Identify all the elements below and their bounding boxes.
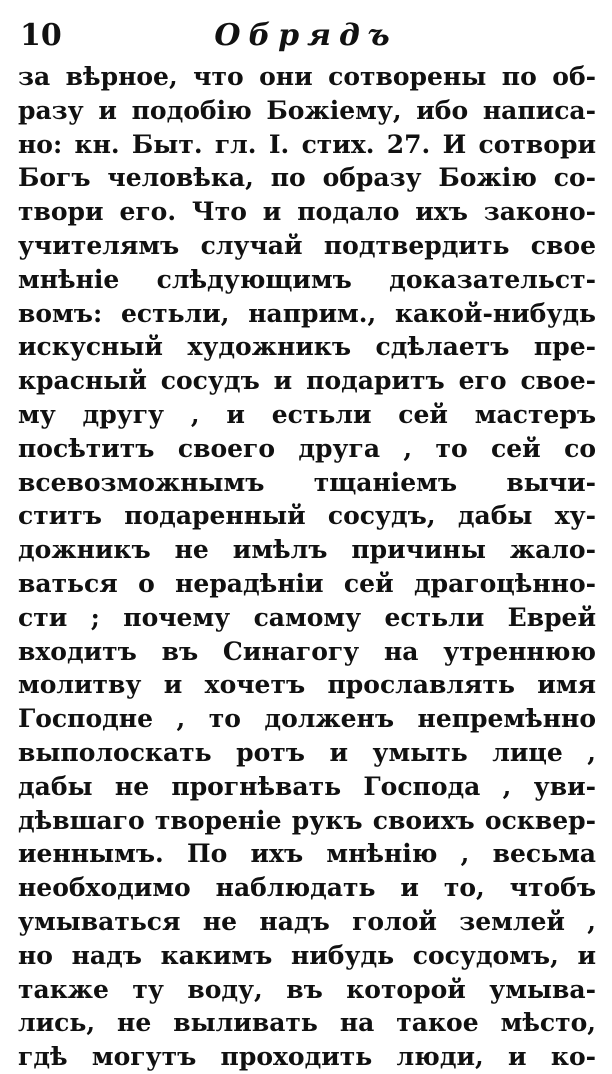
text-line: гдѣ могутъ проходить люди, и ко- bbox=[18, 1042, 596, 1072]
text-line: ститъ подаренный сосудъ, дабы ху- bbox=[18, 501, 596, 531]
text-line: лись, не выливать на такое мѣсто, bbox=[18, 1008, 596, 1038]
body-text bbox=[18, 60, 596, 1074]
page-header bbox=[0, 6, 612, 56]
text-line: му другу , и естьли сей мастеръ bbox=[18, 399, 596, 429]
text-line: красный сосудъ и подаритъ его свое- bbox=[18, 366, 596, 396]
text-line: но: кн. Быт. гл. I. стих. 27. И сотвори bbox=[18, 129, 596, 159]
text-line: но надъ какимъ нибудь сосудомъ, и bbox=[18, 940, 596, 970]
text-line: дабы не прогнѣвать Господа , уви- bbox=[18, 771, 596, 801]
text-line: сти ; почему самому естьли Еврей bbox=[18, 602, 596, 632]
text-line: за вѣрное, что они сотворены по об- bbox=[18, 62, 596, 91]
text-line: дѣвшаго твореніе рукъ своихъ осквер- bbox=[18, 805, 596, 835]
text-line: мнѣніе слѣдующимъ доказательст- bbox=[18, 264, 596, 294]
text-line: вомъ: естьли, наприм., какой-нибудь bbox=[18, 298, 596, 328]
text-line: Господне , то долженъ непремѣнно bbox=[18, 704, 596, 734]
text-line: твори его. Что и подало ихъ законо- bbox=[18, 197, 596, 227]
text-line: иеннымъ. По ихъ мнѣнію , весьма bbox=[18, 839, 596, 869]
text-line: искусный художникъ сдѣлаетъ пре- bbox=[18, 332, 596, 362]
text-line: всевозможнымъ тщаніемъ вычи- bbox=[18, 467, 596, 497]
page-number: 10 bbox=[20, 18, 62, 53]
text-line: необходимо наблюдать и то, чтобъ bbox=[18, 873, 596, 903]
text-line: ваться о нерадѣніи сей драгоцѣнно- bbox=[18, 568, 596, 598]
text-line: выполоскать ротъ и умыть лице , bbox=[18, 737, 596, 767]
text-line: разу и подобію Божіему, ибо написа- bbox=[18, 95, 596, 125]
text-line: молитву и хочетъ прославлять имя bbox=[18, 670, 596, 700]
text-line: входитъ въ Синагогу на утреннюю bbox=[18, 636, 596, 666]
text-line: также ту воду, въ которой умыва- bbox=[18, 974, 596, 1004]
text-line: Богъ человѣка, по образу Божію со- bbox=[18, 163, 596, 193]
text-line: посѣтитъ своего друга , то сей со bbox=[18, 433, 596, 463]
running-head: Обрядъ bbox=[214, 18, 398, 53]
text-line: умываться не надъ голой землей , bbox=[18, 906, 596, 936]
text-line: учителямъ случай подтвердить свое bbox=[18, 230, 596, 260]
text-line: дожникъ не имѣлъ причины жало- bbox=[18, 535, 596, 565]
